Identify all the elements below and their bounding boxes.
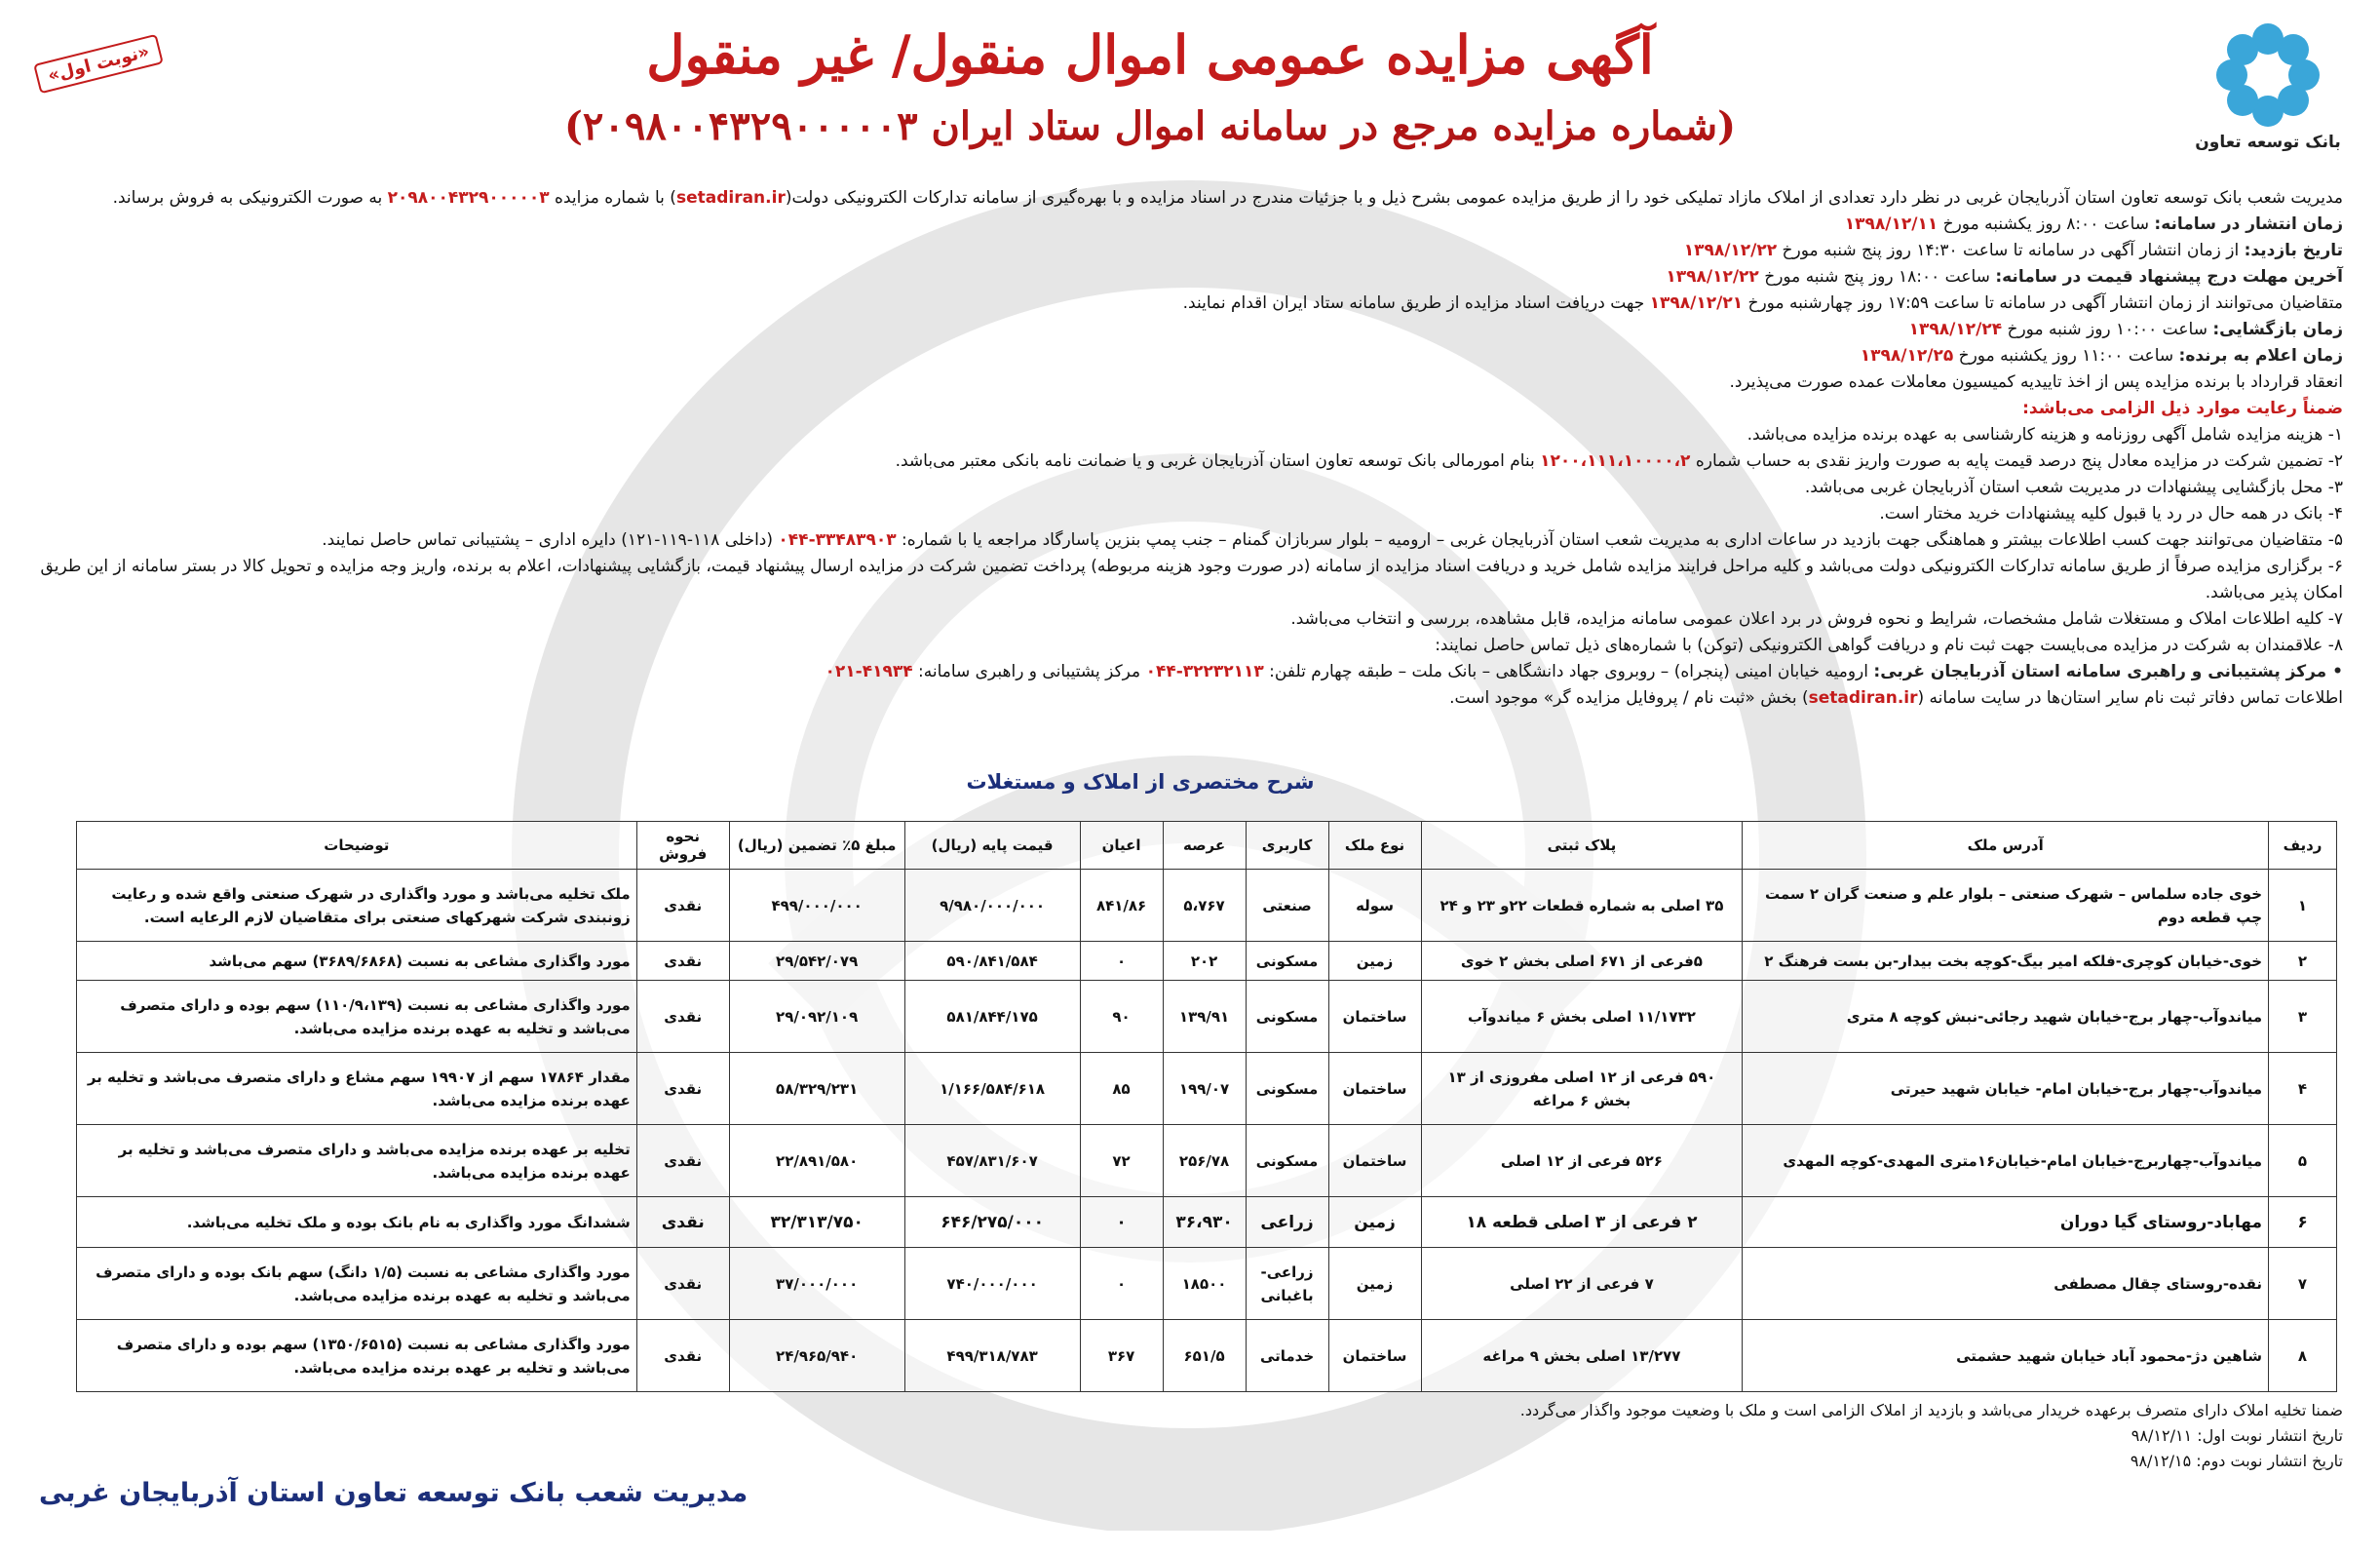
schedule-item: زمان بازگشایی: ساعت ۱۰:۰۰ روز شنبه مورخ ۱۳۹۸/۱۲/۲۴ bbox=[1908, 320, 2343, 339]
intro-paragraph: مدیریت شعب بانک توسعه تعاون استان آذربایجان غربی در نظر دارد تعدادی از املاک مازاد تملیکی خود را از طریق مزایده عمومی بشرح ذیل و با جزئیات مندرج در اسناد مزایده و با بهره‌گیری از سامانه تدارکات الکترونیکی دولت(setadiran.ir) با شماره مزایده ۲۰۹۸۰۰۴۳۲۹۰۰۰۰۰۳ به صورت الکترونیکی به فروش برساند. bbox=[112, 188, 2343, 208]
page-title: آگهی مزایده عمومی اموال منقول/ غیر منقول bbox=[646, 23, 1654, 86]
support-phone: ۳۲۲۳۲۱۱۳-۰۴۴ bbox=[1145, 662, 1264, 681]
support-center: • مرکز پشتیبانی و راهبری سامانه استان آذربایجان غربی: ارومیه خیابان امینی (پنجراه) – روبروی جهاد دانشگاهی – بانک ملت – طبقه چهارم تلفن: ۳۲۲۳۲۱۱۳-۰۴۴ مرکز پشتیبانی و راهبری سامانه: ۴۱۹۳۴-۰۲۱ bbox=[825, 662, 2343, 681]
condition-2: ۲- تضمین شرکت در مزایده معادل پنج درصد قیمت پایه به صورت واریز نقدی به حساب شماره ۱۲۰۰،۱۱۱،۱۰۰۰۰،۲ بنام امورمالی بانک توسعه تعاون استان آذربایجان غربی و یا ضمانت نامه بانکی معتبر می‌باشد. bbox=[895, 451, 2343, 471]
condition-3: ۳- محل بازگشایی پیشنهادات در مدیریت شعب استان آذربایجان غربی می‌باشد. bbox=[1804, 478, 2343, 497]
schedule-item: آخرین مهلت درج پیشنهاد قیمت در سامانه: ساعت ۱۸:۰۰ روز پنج شنبه مورخ ۱۳۹۸/۱۲/۲۲ bbox=[1666, 267, 2343, 287]
national-support-phone: ۴۱۹۳۴-۰۲۱ bbox=[825, 662, 913, 681]
bank-name: بانک توسعه تعاون bbox=[2195, 133, 2341, 152]
account-number: ۱۲۰۰،۱۱۱،۱۰۰۰۰،۲ bbox=[1540, 451, 1691, 471]
schedule-item: زمان اعلام به برنده: ساعت ۱۱:۰۰ روز یکشنبه مورخ ۱۳۹۸/۱۲/۲۵ bbox=[1860, 346, 2343, 366]
header-row-number: ردیف bbox=[2269, 822, 2337, 870]
table-title: شرح مختصری از املاک و مستغلات bbox=[966, 770, 1315, 794]
announcement-body bbox=[33, 185, 2343, 712]
condition-5: ۵- متقاضیان می‌توانند جهت کسب اطلاعات بیشتر و هماهنگی جهت بازدید در ساعات اداری به مدیریت شعب استان آذربایجان غربی – ارومیه – بلوار سربازان گمنام – جنب پمپ بنزین پاسارگاد مراجعه یا با شماره: ۳۳۴۸۳۹۰۳-۰۴۴ (داخلی ۱۱۸-۱۱۹-۱۲۱) دایره اداری – پشتیبانی تماس حاصل نمایند. bbox=[322, 530, 2343, 550]
signature: مدیریت شعب بانک توسعه تعاون استان آذربایجان غربی bbox=[39, 1478, 749, 1508]
header-description: توضیحات bbox=[77, 822, 637, 870]
table-row: ۲ خوی-خیابان کوچری-فلکه امیر بیگ-کوچه بخت بیدار-بن بست فرهنگ ۲ ۵فرعی از ۶۷۱ اصلی بخش ۲ خوی زمین مسکونی ۲۰۲ ۰ ۵۹۰/۸۴۱/۵۸۴ ۲۹/۵۴۲/۰۷۹ نقدی مورد واگذاری مشاعی به نسبت (۳۶۸۹/۶۸۶۸) سهم می‌باشد bbox=[77, 942, 2337, 981]
first-publication-date: تاریخ انتشار نوبت اول: ۹۸/۱۲/۱۱ bbox=[2130, 1426, 2343, 1445]
properties-table bbox=[76, 821, 2337, 1392]
header-deposit: مبلغ ۵٪ تضمین (ریال) bbox=[729, 822, 904, 870]
footer-note: ضمنا تخلیه املاک دارای متصرف برعهده خریدار می‌باشد و بازدید از املاک الزامی است و ملک با وضعیت موجود واگذار می‌گردد. bbox=[1519, 1401, 2343, 1419]
table-row: ۷ نقده-روستای چقال مصطفی ۷ فرعی از ۲۲ اصلی زمین زراعی- باغبانی ۱۸۵۰۰ ۰ ۷۴۰/۰۰۰/۰۰۰ ۳۷/۰۰۰/۰۰۰ نقدی مورد واگذاری مشاعی به نسبت (۱/۵ دانگ) سهم بانک بوده و دارای متصرف می‌باشد و تخلیه به عهده برنده مزایده می‌باشد. bbox=[77, 1248, 2337, 1320]
condition-4: ۴- بانک در همه حال در رد یا قبول کلیه پیشنهادات خرید مختار است. bbox=[1879, 504, 2343, 524]
setad-link[interactable]: setadiran.ir bbox=[675, 188, 786, 208]
auction-number: ۲۰۹۸۰۰۴۳۲۹۰۰۰۰۰۳ bbox=[387, 188, 550, 208]
contract-note: انعقاد قرارداد با برنده مزایده پس از اخذ تاییدیه کمیسیون معاملات عمده صورت می‌پذیرد. bbox=[1729, 372, 2343, 392]
header-plate: پلاک ثبتی bbox=[1421, 822, 1743, 870]
condition-8: ۸- علاقمندان به شرکت در مزایده می‌بایست جهت ثبت نام و دریافت گواهی الکترونیکی (توکن) با شماره‌های ذیل تماس حاصل نمایند: bbox=[1435, 636, 2343, 655]
table-header-row bbox=[77, 822, 2337, 870]
header-building: اعیان bbox=[1080, 822, 1163, 870]
phone-number: ۳۳۴۸۳۹۰۳-۰۴۴ bbox=[778, 530, 897, 550]
header-sale-method: نحوه فروش bbox=[636, 822, 729, 870]
table-row: ۵ میاندوآب-چهاربرج-خیابان امام-خیابان۱۶متری المهدی-کوچه المهدی ۵۲۶ فرعی از ۱۲ اصلی ساختمان مسکونی ۲۵۶/۷۸ ۷۲ ۴۵۷/۸۳۱/۶۰۷ ۲۲/۸۹۱/۵۸۰ نقدی تخلیه بر عهده برنده مزایده می‌باشد و دارای متصرف می‌باشد و تخلیه بر عهده برنده مزایده می‌باشد. bbox=[77, 1125, 2337, 1197]
footer-notes bbox=[33, 1398, 2343, 1474]
header-base-price: قیمت پایه (ریال) bbox=[904, 822, 1080, 870]
table-row: ۶ مهاباد-روستای گیا دوران ۲ فرعی از ۳ اصلی قطعه ۱۸ زمین زراعی ۳۶،۹۳۰ ۰ ۶۴۶/۲۷۵/۰۰۰ ۳۲/۳۱۳/۷۵۰ نقدی ششدانگ مورد واگذاری به نام بانک بوده و ملک تخلیه می‌باشد. bbox=[77, 1197, 2337, 1248]
header-land: عرصه bbox=[1163, 822, 1246, 870]
header-address: آدرس ملک bbox=[1743, 822, 2269, 870]
table-row: ۸ شاهین دژ-محمود آباد خیابان شهید حشمتی ۱۳/۲۷۷ اصلی بخش ۹ مراغه ساختمان خدماتی ۶۵۱/۵ ۳۶۷ ۴۹۹/۳۱۸/۷۸۳ ۲۴/۹۶۵/۹۴۰ نقدی مورد واگذاری مشاعی به نسبت (۱۳۵۰/۶۵۱۵) سهم بوده و دارای متصرف می‌باشد و تخلیه بر عهده برنده مزایده می‌باشد. bbox=[77, 1320, 2337, 1392]
table-row: ۱ خوی جاده سلماس – شهرک صنعتی – بلوار علم و صنعت گران ۲ سمت چپ قطعه دوم ۳۵ اصلی به شماره قطعات ۲۲و ۲۳ و ۲۴ سوله صنعتی ۵،۷۶۷ ۸۴۱/۸۶ ۹/۹۸۰/۰۰۰/۰۰۰ ۴۹۹/۰۰۰/۰۰۰ نقدی ملک تخلیه می‌باشد و مورد واگذاری در شهرک صنعتی واقع شده و رعایت زونبندی شرکت شهرکهای صنعتی برای متقاضیان لازم الرعایه است. bbox=[77, 870, 2337, 942]
table-row: ۴ میاندوآب-چهار برج-خیابان امام- خیابان شهید حیرتی ۵۹۰ فرعی از ۱۲ اصلی مفروزی از ۱۳ بخش ۶ مراغه ساختمان مسکونی ۱۹۹/۰۷ ۸۵ ۱/۱۶۶/۵۸۴/۶۱۸ ۵۸/۳۲۹/۲۳۱ نقدی مقدار ۱۷۸۶۴ سهم از ۱۹۹۰۷ سهم مشاع و دارای متصرف می‌باشد و تخلیه بر عهده برنده مزایده می‌باشد. bbox=[77, 1053, 2337, 1125]
schedule-item: متقاضیان می‌توانند از زمان انتشار آگهی در سامانه تا ساعت ۱۷:۵۹ روز چهارشنبه مورخ ۱۳۹۸/۱۲/۲۱ جهت دریافت اسناد مزایده از طریق سامانه ستاد ایران اقدام نمایند. bbox=[1182, 293, 2343, 313]
condition-1: ۱- هزینه مزایده شامل آگهی روزنامه و هزینه کارشناسی به عهده برنده مزایده می‌باشد. bbox=[1747, 425, 2343, 445]
other-provinces-info: اطلاعات تماس دفاتر ثبت نام سایر استان‌ها در سایت سامانه (setadiran.ir) بخش «ثبت نام / پروفایل مزایده گر» موجود است. bbox=[1449, 688, 2343, 708]
conditions-title: ضمناً رعایت موارد ذیل الزامی می‌باشد: bbox=[2022, 399, 2343, 418]
condition-7: ۷- کلیه اطلاعات املاک و مستغلات شامل مشخصات، شرایط و نحوه فروش در برد اعلان عمومی سامانه مزایده، قابل مشاهده، بررسی و انتخاب می‌باشد. bbox=[1290, 609, 2343, 629]
header-type: نوع ملک bbox=[1328, 822, 1421, 870]
first-edition-badge: «نوبت اول» bbox=[33, 34, 164, 95]
setad-link[interactable]: setadiran.ir bbox=[1808, 688, 1918, 708]
condition-6: ۶- برگزاری مزایده صرفاً از طریق سامانه تدارکات الکترونیکی دولت می‌باشد و کلیه مراحل فرایند مزایده شامل خرید و دریافت اسناد مزایده از سامانه (در صورت وجود هزینه مربوطه) پرداخت تضمین شرکت در مزایده ارسال پیشنهاد قیمت، بازگشایی پیشنهادات، اعلام به برنده، واریز وجه مزایده و تحویل کالا در بستر سامانه از این طریق امکان پذیر می‌باشد. bbox=[40, 557, 2343, 602]
schedule-item: تاریخ بازدید: از زمان انتشار آگهی در سامانه تا ساعت ۱۴:۳۰ روز پنج شنبه مورخ ۱۳۹۸/۱۲/۲۲ bbox=[1683, 241, 2343, 260]
schedule-item: زمان انتشار در سامانه: ساعت ۸:۰۰ روز یکشنبه مورخ ۱۳۹۸/۱۲/۱۱ bbox=[1844, 214, 2343, 234]
second-publication-date: تاریخ انتشار نوبت دوم: ۹۸/۱۲/۱۵ bbox=[2130, 1452, 2343, 1470]
bank-logo bbox=[2195, 21, 2341, 152]
page-subtitle: (شماره مزایده مرجع در سامانه اموال ستاد ایران ۲۰۹۸۰۰۴۳۲۹۰۰۰۰۰۳) bbox=[563, 103, 1737, 149]
header-use: کاربری bbox=[1246, 822, 1328, 870]
table-row: ۳ میاندوآب-چهار برج-خیابان شهید رجائی-نبش کوچه ۸ متری ۱۱/۱۷۳۲ اصلی بخش ۶ میاندوآب ساختمان مسکونی ۱۳۹/۹۱ ۹۰ ۵۸۱/۸۴۴/۱۷۵ ۲۹/۰۹۲/۱۰۹ نقدی مورد واگذاری مشاعی به نسبت (۱۱۰/۹،۱۳۹) سهم بوده و دارای متصرف می‌باشد و تخلیه به عهده برنده مزایده می‌باشد. bbox=[77, 981, 2337, 1053]
bank-logo-icon bbox=[2214, 21, 2322, 129]
